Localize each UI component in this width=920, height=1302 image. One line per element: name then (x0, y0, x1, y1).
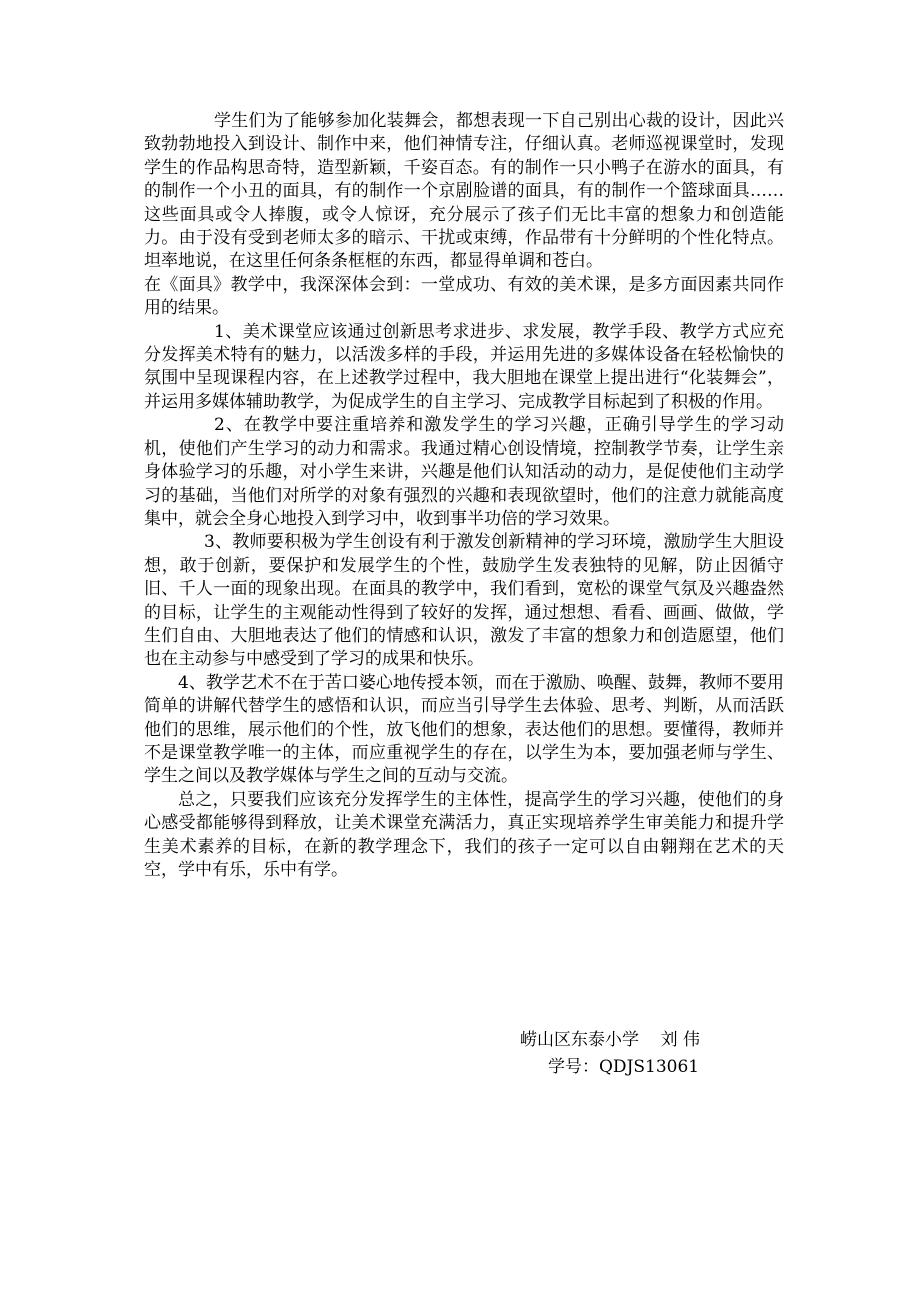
paragraph-point-3: 3、教师要积极为学生创设有利于激发创新精神的学习环境，激励学生大胆设想，敢于创新，要保护和发展学生的个性，鼓励学生发表独特的见解，防止因循守旧、千人一面的现象出现。在面具的教学中，我们看到，宽松的课堂气氛及兴趣盎然的目标，让学生的主观能动性得到了较好的发挥，通过想想、看看、画画、做做，学生们自由、大胆地表达了他们的情感和认识，激发了丰富的想象力和创造愿望，他们也在主动参与中感受到了学习的成果和快乐。 (144, 532, 784, 670)
signature-school-author: 崂山区东泰小学 刘 伟 (520, 1030, 701, 1050)
paragraph-point-4: 4、教学艺术不在于苦口婆心地传授本领，而在于激励、唤醒、鼓舞，教师不要用简单的讲解代替学生的感悟和认识，而应当引导学生去体验、思考、判断，从而活跃他们的思维，展示他们的个性，放飞他们的想象，表达他们的思想。要懂得，教师并不是课堂教学唯一的主体，而应重视学生的存在，以学生为本，要加强老师与学生、学生之间以及教学媒体与学生之间的互动与交流。 (144, 672, 784, 787)
document-body (144, 110, 784, 882)
paragraph-point-2: 2、在教学中要注重培养和激发学生的学习兴趣，正确引导学生的学习动机，使他们产生学习的动力和需求。我通过精心创设情境，控制教学节奏，让学生亲身体验学习的乐趣，对小学生来讲，兴趣是他们认知活动的动力，是促使他们主动学习的基础，当他们对所学的对象有强烈的兴趣和表现欲望时，他们的注意力就能高度集中，就会全身心地投入到学习中，收到事半功倍的学习效果。 (144, 415, 784, 529)
signature-block (520, 1027, 820, 1081)
paragraph-summary: 在《面具》教学中，我深深体会到：一堂成功、有效的美术课，是多方面因素共同作用的结果。 (144, 274, 784, 319)
signature-student-id: 学号：QDJS13061 (548, 1057, 700, 1077)
paragraph-intro: 学生们为了能够参加化装舞会，都想表现一下自己别出心裁的设计，因此兴致勃勃地投入到设计、制作中来，他们神情专注，仔细认真。老师巡视课堂时，发现学生的作品构思奇特，造型新颖，千姿百态。有的制作一只小鸭子在游水的面具，有的制作一个小丑的面具，有的制作一个京剧脸谱的面具，有的制作一个篮球面具……这些面具或令人捧腹，或令人惊讶，充分展示了孩子们无比丰富的想象力和创造能力。由于没有受到老师太多的暗示、干扰或束缚，作品带有十分鲜明的个性化特点。坦率地说，在这里任何条条框框的东西，都显得单调和苍白。 (144, 111, 784, 272)
paragraph-conclusion: 总之，只要我们应该充分发挥学生的主体性，提高学生的学习兴趣，使他们的身心感受都能够得到释放，让美术课堂充满活力，真正实现培养学生审美能力和提升学生美术素养的目标，在新的教学理念下，我们的孩子一定可以自由翱翔在艺术的天空，学中有乐，乐中有学。 (144, 789, 784, 880)
paragraph-point-1: 1、美术课堂应该通过创新思考求进步、求发展，教学手段、教学方式应充分发挥美术特有的魅力，以活泼多样的手段，并运用先进的多媒体设备在轻松愉快的氛围中呈现课程内容，在上述教学过程中，我大胆地在课堂上提出进行“化装舞会”，并运用多媒体辅助教学，为促成学生的自主学习、完成教学目标起到了积极的作用。 (144, 321, 784, 412)
